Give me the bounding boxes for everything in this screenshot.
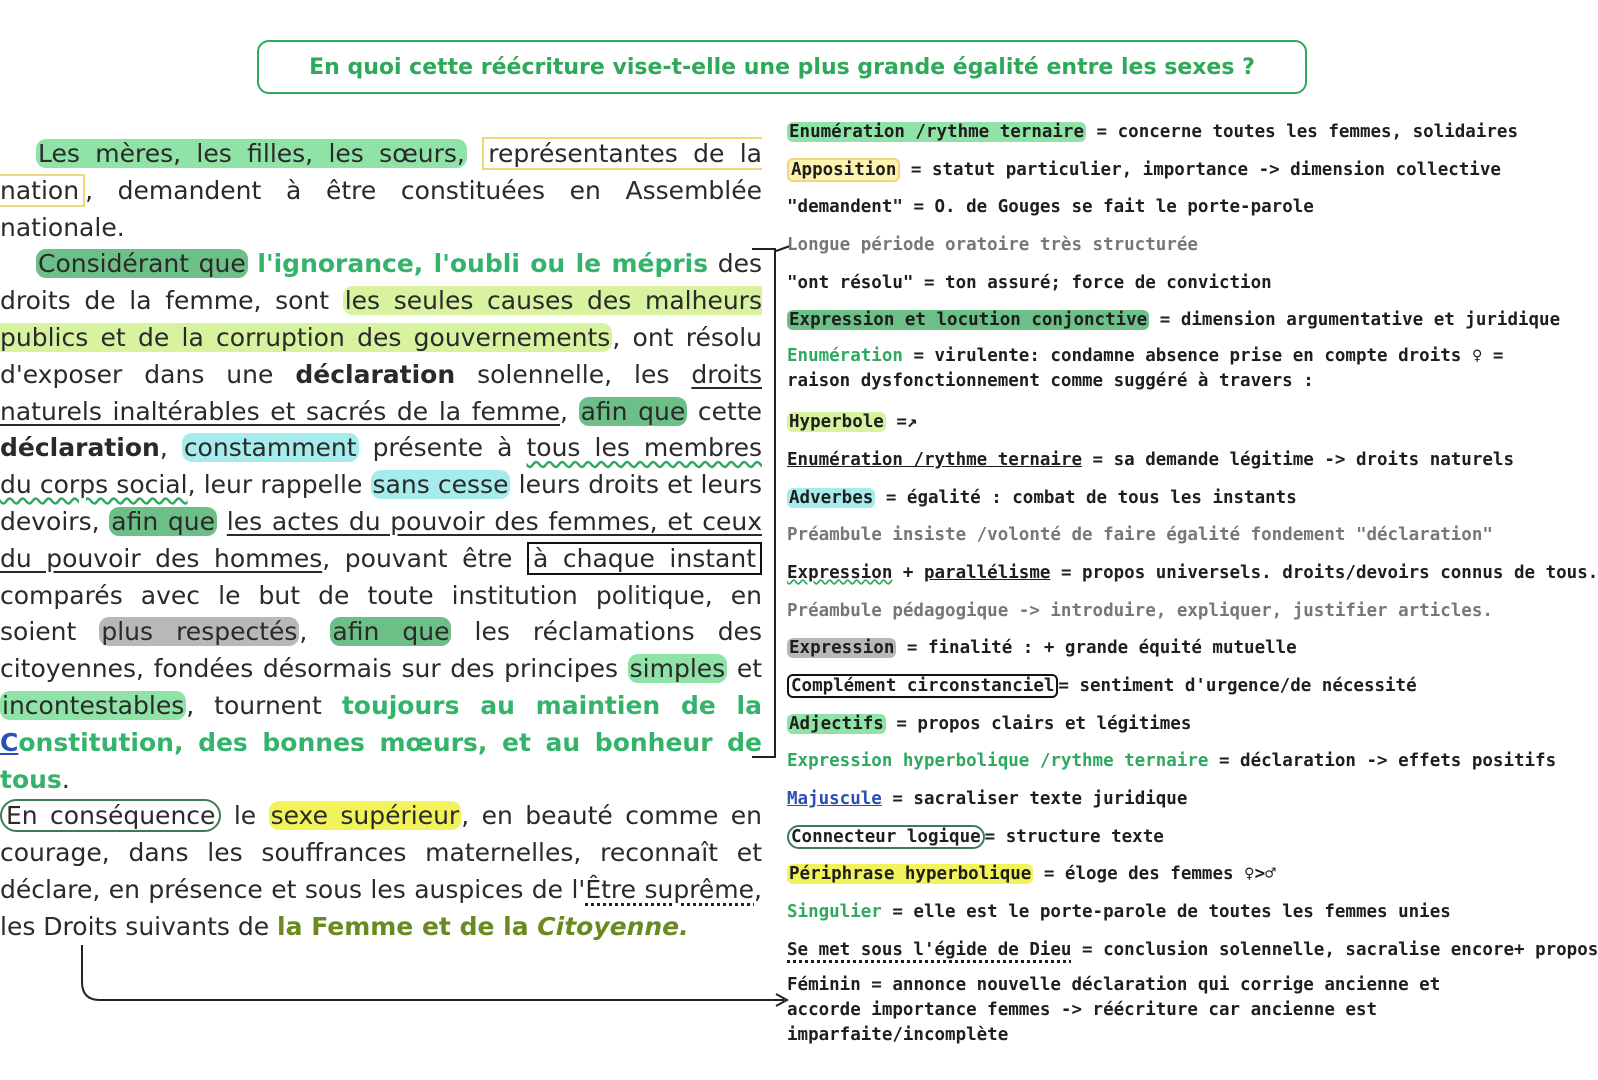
- note-row: [787, 521, 1522, 559]
- bold-word: déclaration: [295, 359, 456, 389]
- note-row: [787, 446, 1522, 484]
- note-text: = ton assuré; force de conviction: [913, 272, 1272, 293]
- note-row: [787, 973, 1522, 1046]
- note-text: = dimension argumentative et juridique: [1149, 310, 1561, 331]
- text-run: les réclamations des citoyennes, fondées désormais sur des principes: [0, 617, 762, 684]
- adjective-highlight: incontestables: [2, 690, 185, 720]
- question-title: En quoi cette réécriture vise-t-elle une plus grande égalité entre les sexes ?: [257, 40, 1307, 94]
- note-text: = statut particulier, importance -> dimension collective: [900, 159, 1501, 180]
- text-run: , en beauté comme en courage, dans les souffrances maternelles, reconnaît et déclare, en présence et sous les auspices de l': [0, 801, 762, 904]
- source-text: [0, 136, 762, 946]
- note-row: [787, 710, 1522, 748]
- text-run: , les Droits suivants de: [0, 874, 762, 941]
- note-row: [787, 484, 1522, 522]
- note-label: Féminin: [787, 975, 861, 996]
- adverb-highlight: constamment: [183, 433, 357, 463]
- note-text: = déclaration -> effets positifs: [1208, 751, 1557, 772]
- note-label: Préambule pédagogique -> introduire, expliquer, justifier articles.: [787, 600, 1493, 621]
- note-label: Adjectifs: [789, 713, 884, 734]
- text-run: [217, 507, 227, 536]
- paragraph-3: [0, 798, 762, 945]
- note-label: Majuscule: [787, 789, 882, 809]
- paragraph-1: [0, 136, 762, 246]
- hyperbolic-expression: toujours au maintien de la: [341, 690, 762, 720]
- text-run: solennelle, les: [455, 359, 692, 389]
- bold-word: déclaration: [0, 433, 160, 463]
- note-label: Expression hyperbolique /rythme ternaire: [787, 751, 1209, 772]
- note-text: = concerne toutes les femmes, solidaires: [1086, 122, 1518, 142]
- feminine-title: la Femme et de la: [277, 911, 538, 941]
- note-label: "ont résolu": [787, 272, 914, 293]
- note-text: = elle est le porte-parole de toutes les femmes unies: [881, 902, 1451, 923]
- note-row: [787, 785, 1522, 823]
- logical-connector: En conséquence: [0, 799, 221, 832]
- text-run: , demandent à être constituées en Assemblée nationale.: [0, 175, 762, 242]
- arrow-head: [776, 994, 787, 1006]
- note-row: [787, 306, 1561, 344]
- text-run: ,: [560, 396, 579, 426]
- conjunctive-locution: afin que: [580, 396, 686, 426]
- feminine-title-end: Citoyenne.: [537, 911, 689, 941]
- note-row: [787, 156, 1522, 194]
- text-run: , pouvant être: [322, 543, 527, 573]
- dotted-underline: Être suprême: [585, 874, 755, 904]
- note-row: [787, 269, 1522, 307]
- note-row: [787, 408, 1522, 446]
- arrow-to-feminine-note: [82, 945, 784, 1000]
- note-label: Longue période oratoire très structurée: [787, 235, 1198, 256]
- text-run: et: [727, 654, 762, 684]
- apposition-box: représentantes de la nation: [0, 139, 762, 205]
- adjective-highlight: simples: [629, 654, 726, 684]
- text-run: .: [61, 764, 70, 794]
- expression-gray: plus respectés: [101, 617, 298, 647]
- note-row: [787, 118, 1522, 156]
- text-run: leurs droits et leurs devoirs,: [0, 470, 762, 536]
- note-label: Apposition: [787, 158, 900, 182]
- adverb-highlight: sans cesse: [372, 470, 509, 500]
- hyperbole-highlight: les seules causes des malheurs publics et de la corruption des gouvernements: [0, 286, 762, 352]
- note-text: = sa demande légitime -> droits naturels: [1082, 449, 1514, 470]
- note-row: [787, 672, 1522, 710]
- text-run: , ont résolu d'exposer dans une: [0, 322, 762, 389]
- note-row: [787, 634, 1522, 672]
- period-bracket: [752, 248, 776, 758]
- note-text: = sacraliser texte juridique: [881, 789, 1188, 809]
- note-label: Enumération /rythme ternaire: [789, 122, 1085, 142]
- note-text: = finalité : + grande équité mutuelle: [896, 638, 1297, 659]
- note-text: = sentiment d'urgence/de nécessité: [1058, 675, 1417, 696]
- note-text: = propos universels. droits/devoirs connus de tous.: [1050, 562, 1598, 583]
- note-row: [787, 231, 1522, 269]
- conjunctive-locution: afin que: [332, 617, 450, 647]
- note-row: [787, 559, 1598, 597]
- text-run: , leur rappelle: [187, 470, 371, 500]
- note-label: Enumération /rythme ternaire: [787, 449, 1083, 470]
- note-label: "demandent": [787, 197, 903, 218]
- note-row: [787, 936, 1598, 974]
- text-run: le: [221, 801, 269, 831]
- note-label: Complément circonstanciel: [787, 674, 1058, 698]
- hyperbolic-expression: onstitution, des bonnes mœurs, et au bonheur de tous: [0, 727, 762, 794]
- note-label: Enumération: [787, 346, 903, 367]
- text-run: présente à: [358, 433, 527, 463]
- note-label: parallélisme: [923, 562, 1051, 583]
- note-text: = annonce nouvelle déclaration qui corrige ancienne et accorde importance femmes -> réécriture car ancienne est imparfaite/incomplète: [787, 975, 1441, 1046]
- note-text: = structure texte: [984, 826, 1164, 847]
- note-label: Expression: [789, 638, 895, 659]
- capital-letter: C: [0, 727, 19, 757]
- text-run: des droits de la femme, sont: [0, 249, 763, 316]
- paragraph-2: [0, 246, 762, 798]
- note-label: Hyperbole: [789, 412, 884, 433]
- parallelism-underline: les actes du pouvoir des femmes, et ceux du pouvoir des hommes: [0, 506, 763, 573]
- note-row: [787, 898, 1522, 936]
- text-run: , tournent: [186, 690, 342, 720]
- text-run: comparés avec le but de toute institution politique, en soient: [0, 580, 762, 647]
- note-row: [787, 193, 1522, 231]
- note-label: Connecteur logique: [787, 825, 985, 849]
- note-text: = éloge des femmes ♀>♂: [1033, 864, 1276, 885]
- text-run: ,: [299, 617, 331, 647]
- text-run: cette: [687, 396, 763, 426]
- note-label: Singulier: [787, 902, 882, 923]
- note-text: =↗: [885, 412, 918, 433]
- note-row: [787, 747, 1557, 785]
- note-row: [787, 860, 1522, 898]
- annotation-list: [787, 118, 1598, 1046]
- note-label: Expression: [787, 562, 893, 583]
- note-text: = égalité : combat de tous les instants: [875, 487, 1297, 508]
- note-label: Périphrase hyperbolique: [789, 864, 1032, 885]
- note-row: [787, 823, 1522, 861]
- note-row: [787, 597, 1522, 635]
- enumeration-green: l'ignorance, l'oubli ou le mépris: [257, 249, 709, 279]
- note-label: Expression et locution conjonctive: [789, 310, 1148, 331]
- note-label: Préambule insiste /volonté de faire égalité fondement "déclaration": [787, 525, 1493, 546]
- periphrase-highlight: sexe supérieur: [270, 801, 460, 831]
- circumstantial-box: à chaque instant: [527, 542, 762, 575]
- enumeration-highlight: Les mères, les filles, les sœurs,: [38, 139, 465, 168]
- wavy-expression: tous les membres du corps social: [0, 433, 762, 500]
- note-plus: +: [892, 562, 924, 583]
- note-text: = O. de Gouges se fait le porte-parole: [902, 197, 1314, 218]
- note-row: [787, 344, 1522, 408]
- text-run: ,: [159, 433, 182, 463]
- note-text: = virulente: condamne absence prise en compte droits ♀ = raison dysfonctionnement comme suggéré à travers :: [787, 346, 1504, 392]
- note-label: Se met sous l'égide de Dieu: [787, 939, 1072, 960]
- underlined-enumeration: droits naturels inaltérables et sacrés de la femme: [0, 359, 762, 426]
- conjunctive-expression: Considérant que: [38, 249, 246, 279]
- conjunctive-locution: afin que: [111, 506, 216, 536]
- note-text: = conclusion solennelle, sacralise encore+ propos: [1071, 939, 1598, 960]
- note-text: = propos clairs et légitimes: [885, 713, 1192, 734]
- note-label: Adverbes: [789, 487, 874, 508]
